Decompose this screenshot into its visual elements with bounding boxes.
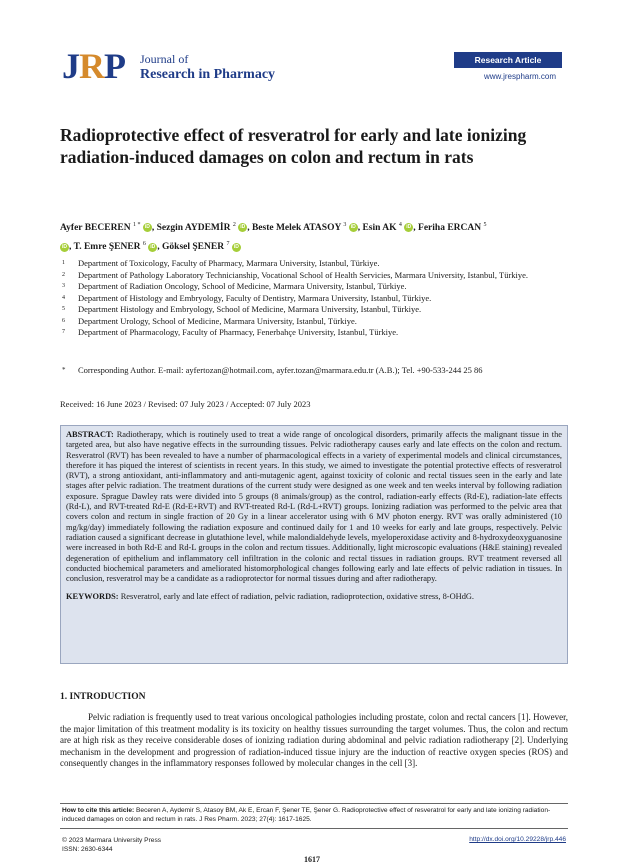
affiliation-item: 5 Department Histology and Embryology, School of Medicine, Marmara University, Istanbul, Türkiye. (62, 304, 422, 314)
journal-logo: JRP (62, 46, 125, 86)
article-title: Radioprotective effect of resveratrol for early and late ionizing radiation-induced damages on colon and rectum in rats (60, 125, 527, 167)
affiliation-item: 4 Department of Histology and Embryology, Faculty of Dentistry, Marmara University, Istanbul, Türkiye. (62, 292, 432, 303)
author-name: Esin AK $^4$ iD (362, 222, 412, 234)
author-name: Ayfer BECEREN $^{1 *}$ iD (60, 222, 150, 234)
orcid-icon[interactable]: iD (150, 243, 156, 250)
received-dates: Received: 16 June 2023 / Revised: 07 July 2023 / Accepted: 07 July 2023 (60, 399, 311, 409)
affiliation-item: 1 Department of Toxicology, Faculty of Pharmacy, Marmara University, Istanbul, Türkiye. (62, 258, 380, 268)
orcid-icon[interactable]: iD (350, 224, 356, 231)
section-heading: 1. INTRODUCTION (60, 692, 146, 702)
footer-publisher: © 2023 Marmara University Press ISSN: 2630-6344 (62, 837, 162, 853)
keywords: KEYWORDS: Resveratrol, early and late effect of radiation, pelvic radiation, radioprotection, oxidative stress, 8-OHdG. (66, 592, 475, 602)
citation-box: How to cite this article: Beceren A, Aydemir S, Atasoy BM, Ak E, Ercan F, Şener TE, Şener G. Radioprotective effect of resveratrol for early and late ionizing radiation-induced damages on colon and rectum in rats. J Res Pharm. 2023; 27(4): 1617-1625. (60, 803, 568, 829)
corresponding-author: * Corresponding Author. E-mail: ayfertozan@hotmail.com, ayfer.tozan@marmara.edu.tr (A.B.); Tel. +90-533-244 25 86 (62, 365, 483, 375)
abstract-text: ABSTRACT: Radiotherapy, which is routinely used to treat a wide range of oncological disorders, primarily affects the malignant tissue in the targeted area, but also have negative effects in the surrounding tissues. Pelvic radiotherapy causes early and late effects on the colon and rectum. Resveratrol (RVT) has been revealed to have a number of pharmacological effects in a variety of experimental models and clinical circumstances, therefore it has piqued the interest of scientists in recent years. In this study, we aimed to investigate the potential protective effects of resveratrol (RVT), a strong antioxidant, anti-inflammatory and anti-mutagenic agent, against toxicity of colonic and rectal tissues seen in the early and late stages after pelvic radiation. The treatment durations of the current study were designed as one week and ten weeks interval by following radiation exposure. Sprague Dawley rats were divided into 5 groups (8 animals/group) as the control, radiation-early effects (Rd-E), radiation-late effects (Rd-L), and RVT-treated Rd-E (Rd-E+RVT) and RVT-treated Rd-L (Rd-L+RVT) groups. Ionizing radiation was performed to the pelvic area that covers colon and rectum in single fraction of 20 Gy in a linear accelerator using with 6 MV photon energy. RVT was orally administered (10 mg/kg/day) immediately following the radiation exposure and continued daily for 1 and 10 weeks for early and late groups, respectively. Pelvic radiation caused a significant decrease in glutathione level, while malondialdehyde levels, myeloperoxidase activity and 8-hydroxydeoxyguanosine were increased in both Rd-E and Rd-L groups in the colon and rectum tissues. Additionally, light microscopic evaluations (H&E staining) revealed degeneration of epithelium and inflammatory cell infiltration in the colonic and rectal tissues in radiation groups. RVT treatment reversed all conducted biochemical parameters and ameliorated histomorphological changes following early and late effects of pelvic radiation in tissues. In conclusion, resveratrol may be a candidate as a radioprotector for normal tissues during and after radiotherapy. (66, 430, 563, 584)
intro-paragraph: Pelvic radiation is frequently used to treat various oncological pathologies including prostate, colon and rectal cancers [1]. However, the major limitation of this treatment modality is its toxicity on healthy tissues surrounding the target volumes. Thus, the colon and rectum are at high risk as they receive considerable doses of ionizing radiation during abdominal and pelvic radiation radiotherapy [2]. Underlying mechanism in the development and progression of radiation-induced tissue injury are the induction of reactive oxygen species (ROS) and consequently changes in the inflammatory responses followed by molecular changes in the cell [3]. (60, 712, 568, 769)
orcid-icon[interactable]: iD (233, 243, 239, 250)
page-number: 1617 (304, 855, 320, 864)
article-type-badge: Research Article (454, 52, 562, 68)
author-name: T. Emre ŞENER $^6$ iD (73, 241, 156, 253)
journal-name: Journal of Research in Pharmacy (140, 52, 276, 82)
author-list: Ayfer BECEREN $^{1 *}$ iD , Sezgin AYDEMİR $^2$ iD , Beste Melek ATASOY $^3$ iD , Esin AK $^4$ iD , Feriha ERCAN $^5$ iD , T. Emre ŞENER $^6$ iD , Göksel ŞENER $^7$ iD (60, 222, 487, 253)
author-name: Beste Melek ATASOY $^3$ iD (251, 222, 356, 234)
abstract-box (60, 425, 568, 664)
journal-header (62, 48, 562, 88)
author-name: Feriha ERCAN $^5$ (418, 222, 487, 234)
doi-link[interactable]: http://dx.doi.org/10.29228/jrp.446 (469, 836, 566, 843)
orcid-icon[interactable]: iD (144, 224, 150, 231)
journal-website-link[interactable]: www.jrespharm.com (483, 72, 556, 81)
affiliation-item: 2 Department of Pathology Laboratory Technicianship, Vocational School of Health Servicies, Marmara University, Istanbul, Türkiye. (62, 269, 529, 280)
orcid-icon[interactable]: iD (240, 224, 246, 231)
affiliation-item: 6 Department Urology, School of Medicine, Marmara University, Istanbul, Türkiye. (62, 315, 357, 326)
affiliation-item: 7 Department of Pharmacology, Faculty of Pharmacy, Fenerbahçe University, Istanbul, Türkiye. (62, 327, 399, 337)
author-name: Sezgin AYDEMİR $^2$ iD (156, 222, 246, 234)
orcid-icon[interactable]: iD (62, 243, 67, 250)
affiliation-item: 3 Department of Radiation Oncology, School of Medicine, Marmara University, Istanbul, Türkiye. (62, 281, 407, 291)
orcid-icon[interactable]: iD (406, 224, 412, 231)
author-name: Göksel ŞENER $^7$ iD (162, 241, 239, 253)
affiliation-list (62, 258, 562, 339)
